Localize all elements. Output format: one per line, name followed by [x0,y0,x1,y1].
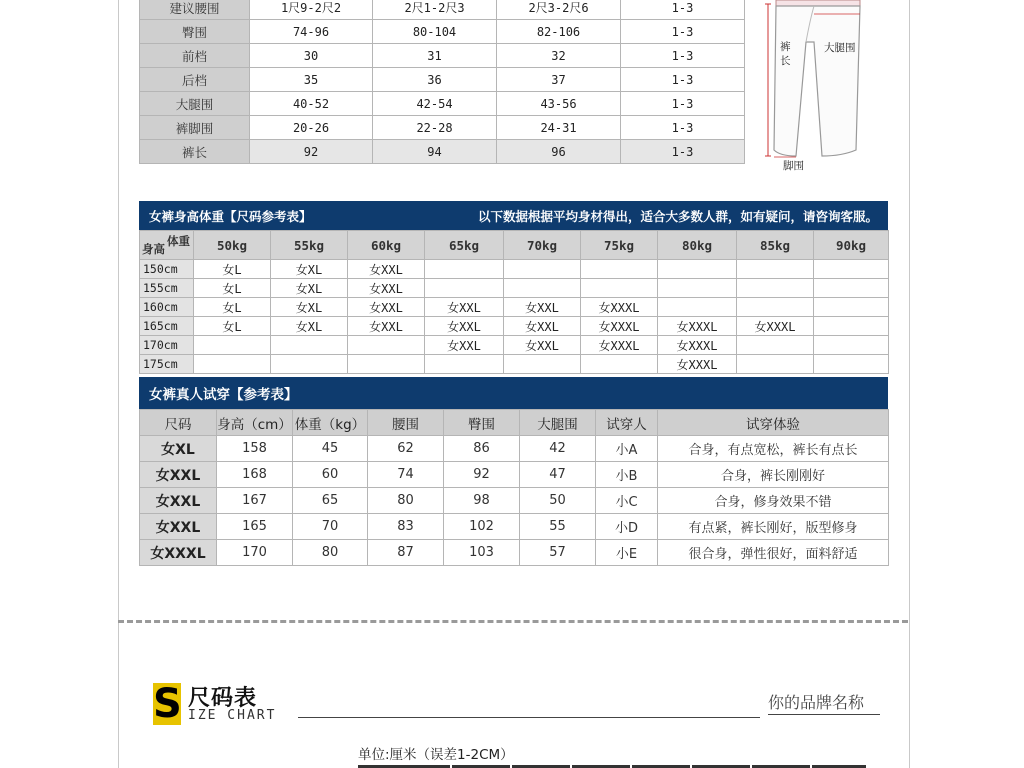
pants-outline-icon [762,0,872,175]
table-cell [194,336,271,355]
table-cell: 女XL [271,298,348,317]
table-cell: 165 [217,514,293,540]
table-cell: 有点紧，裤长刚好，版型修身 [658,514,889,540]
weight-header: 80kg [658,231,737,260]
table-cell: 50 [520,488,596,514]
table-row [140,298,889,317]
table-cell: 很合身，弹性很好，面料舒适 [658,540,889,566]
table-cell [504,279,581,298]
table-cell: 20-26 [250,116,373,140]
table-row [140,540,889,566]
size-label: 女XL [140,436,217,462]
table-cell [194,355,271,374]
size-label: 女XXL [140,488,217,514]
length-label: 裤 长 [780,41,791,67]
row-label: 臀围 [140,20,250,44]
table-cell: 86 [444,436,520,462]
row-label: 大腿围 [140,92,250,116]
weight-header: 60kg [348,231,425,260]
table-cell: 103 [444,540,520,566]
table-cell [814,298,889,317]
table-cell [504,260,581,279]
table-cell: 45 [293,436,368,462]
table-cell: 女L [194,279,271,298]
thigh-label: 大腿围 [824,42,856,54]
size-label: 女XXXL [140,540,217,566]
table-cell: 女XXXL [581,336,658,355]
tryon-table [139,409,889,566]
table-cell: 女XXXL [658,336,737,355]
table-cell: 32 [497,44,621,68]
table-cell: 96 [497,140,621,164]
table-cell: 小E [596,540,658,566]
table-cell: 37 [497,68,621,92]
table-cell: 1-3 [621,116,745,140]
table-cell: 102 [444,514,520,540]
table-cell [425,260,504,279]
table-cell [425,355,504,374]
height-label: 165cm [140,317,194,336]
table-cell [348,336,425,355]
table-cell: 92 [250,140,373,164]
table-cell [737,298,814,317]
table-cell: 1-3 [621,44,745,68]
table-cell: 57 [520,540,596,566]
table-cell [581,279,658,298]
table-cell: 女XXL [348,279,425,298]
column-header: 大腿围 [520,410,596,436]
weight-header: 50kg [194,231,271,260]
table-cell: 42-54 [373,92,497,116]
table-cell [737,355,814,374]
table-row [140,355,889,374]
size-chart-logo: S [153,681,182,727]
table-cell: 168 [217,462,293,488]
row-label: 裤长 [140,140,250,164]
table-cell: 1-3 [621,20,745,44]
table-cell: 女XXXL [581,298,658,317]
unit-note: 单位:厘米（误差1-2CM） [358,747,514,763]
table-cell: 女XXL [425,298,504,317]
table-cell [737,279,814,298]
hem-label: 脚围 [783,160,804,172]
table-cell: 42 [520,436,596,462]
table-cell [814,317,889,336]
table-cell: 167 [217,488,293,514]
table-cell [737,260,814,279]
table-cell: 43-56 [497,92,621,116]
table-cell [814,279,889,298]
weight-header: 55kg [271,231,348,260]
table-cell: 2尺3-2尺6 [497,0,621,20]
table-cell [658,298,737,317]
table-row [140,317,889,336]
table-cell [658,279,737,298]
size-chart-subtitle: IZE CHART [188,708,277,723]
weight-header: 65kg [425,231,504,260]
table-cell [581,355,658,374]
table-cell: 55 [520,514,596,540]
tryon-title: 女裤真人试穿【参考表】 [149,387,298,403]
table-row [140,336,889,355]
height-weight-note: 以下数据根据平均身材得出，适合大多数人群，如有疑问，请咨询客服。 [477,208,878,224]
table-cell: 47 [520,462,596,488]
table-row [140,514,889,540]
table-cell: 女XXL [425,336,504,355]
table-row [140,140,745,164]
table-row [140,116,745,140]
table-cell [737,336,814,355]
table-cell: 1-3 [621,0,745,20]
column-header: 尺码 [140,410,217,436]
table-cell: 83 [368,514,444,540]
table-cell: 87 [368,540,444,566]
table-cell [425,279,504,298]
table-cell: 60 [293,462,368,488]
table-row [140,0,745,20]
table-cell: 小A [596,436,658,462]
table-cell [348,355,425,374]
table-cell: 70 [293,514,368,540]
table-cell: 女XXXL [658,355,737,374]
height-weight-title: 女裤身高体重【尺码参考表】 [149,208,312,224]
column-header: 试穿人 [596,410,658,436]
corner-weight-label: 体重 [167,234,190,248]
table-cell: 40-52 [250,92,373,116]
table-row [140,44,745,68]
table-cell: 98 [444,488,520,514]
weight-header: 75kg [581,231,658,260]
section-divider [118,620,908,623]
table-cell: 1-3 [621,68,745,92]
table-row [140,462,889,488]
weight-header: 90kg [814,231,889,260]
table-cell: 30 [250,44,373,68]
table-cell: 31 [373,44,497,68]
table-row [140,488,889,514]
table-cell: 女XL [271,260,348,279]
table-cell: 82-106 [497,20,621,44]
table-cell: 1尺9-2尺2 [250,0,373,20]
table-cell: 158 [217,436,293,462]
table-cell: 1-3 [621,92,745,116]
table-row [140,260,889,279]
table-cell [814,355,889,374]
height-label: 170cm [140,336,194,355]
column-header: 臀围 [444,410,520,436]
size-label: 女XXL [140,462,217,488]
weight-header: 85kg [737,231,814,260]
table-cell: 2尺1-2尺3 [373,0,497,20]
row-label: 后档 [140,68,250,92]
table-cell: 合身，修身效果不错 [658,488,889,514]
size-table [139,0,745,164]
corner-cell [140,231,194,260]
table-cell: 1-3 [621,140,745,164]
weight-header: 70kg [504,231,581,260]
corner-height-label: 身高 [142,242,165,256]
column-header: 身高（cm） [217,410,293,436]
title-underline [298,717,760,718]
table-cell: 36 [373,68,497,92]
table-cell: 合身，裤长刚刚好 [658,462,889,488]
table-cell: 女XXL [504,336,581,355]
height-label: 150cm [140,260,194,279]
table-cell: 女XXL [348,260,425,279]
height-label: 175cm [140,355,194,374]
row-label: 建议腰围 [140,0,250,20]
table-row [140,279,889,298]
height-label: 155cm [140,279,194,298]
table-cell: 94 [373,140,497,164]
table-cell: 22-28 [373,116,497,140]
table-cell: 女XXXL [737,317,814,336]
brand-name: 你的品牌名称 [768,693,865,712]
brand-underline [768,714,880,715]
table-cell: 80 [293,540,368,566]
table-cell: 女XL [271,279,348,298]
table-cell: 小D [596,514,658,540]
table-cell: 74 [368,462,444,488]
table-cell: 女L [194,260,271,279]
size-chart-title: 尺码表 [188,686,258,711]
table-cell: 女XXXL [658,317,737,336]
table-cell: 92 [444,462,520,488]
table-row [140,436,889,462]
table-cell: 80 [368,488,444,514]
table-cell [271,355,348,374]
table-cell: 合身，有点宽松，裤长有点长 [658,436,889,462]
table-cell: 女XXL [348,298,425,317]
table-header-row [140,410,889,436]
table-cell: 女L [194,317,271,336]
table-row [140,68,745,92]
table-cell: 女L [194,298,271,317]
height-label: 160cm [140,298,194,317]
column-header: 试穿体验 [658,410,889,436]
table-cell: 女XL [271,317,348,336]
table-cell [814,260,889,279]
table-row [140,20,745,44]
table-cell [814,336,889,355]
table-cell: 24-31 [497,116,621,140]
table-cell: 女XXL [504,317,581,336]
column-header: 腰围 [368,410,444,436]
table-cell: 女XXL [348,317,425,336]
table-cell: 35 [250,68,373,92]
size-label: 女XXL [140,514,217,540]
pants-diagram [762,0,872,175]
height-weight-table [139,230,889,374]
table-cell: 170 [217,540,293,566]
table-cell: 女XXXL [581,317,658,336]
table-cell [581,260,658,279]
table-cell: 62 [368,436,444,462]
table-cell [658,260,737,279]
table-cell: 80-104 [373,20,497,44]
table-cell: 女XXL [425,317,504,336]
row-label: 裤脚围 [140,116,250,140]
table-cell [504,355,581,374]
table-cell: 74-96 [250,20,373,44]
table-row [140,92,745,116]
table-cell: 小B [596,462,658,488]
column-header: 体重（kg） [293,410,368,436]
table-cell: 女XXL [504,298,581,317]
tryon-header [139,377,888,409]
row-label: 前档 [140,44,250,68]
table-cell: 65 [293,488,368,514]
height-weight-header [139,201,888,230]
table-cell: 小C [596,488,658,514]
table-cell [271,336,348,355]
